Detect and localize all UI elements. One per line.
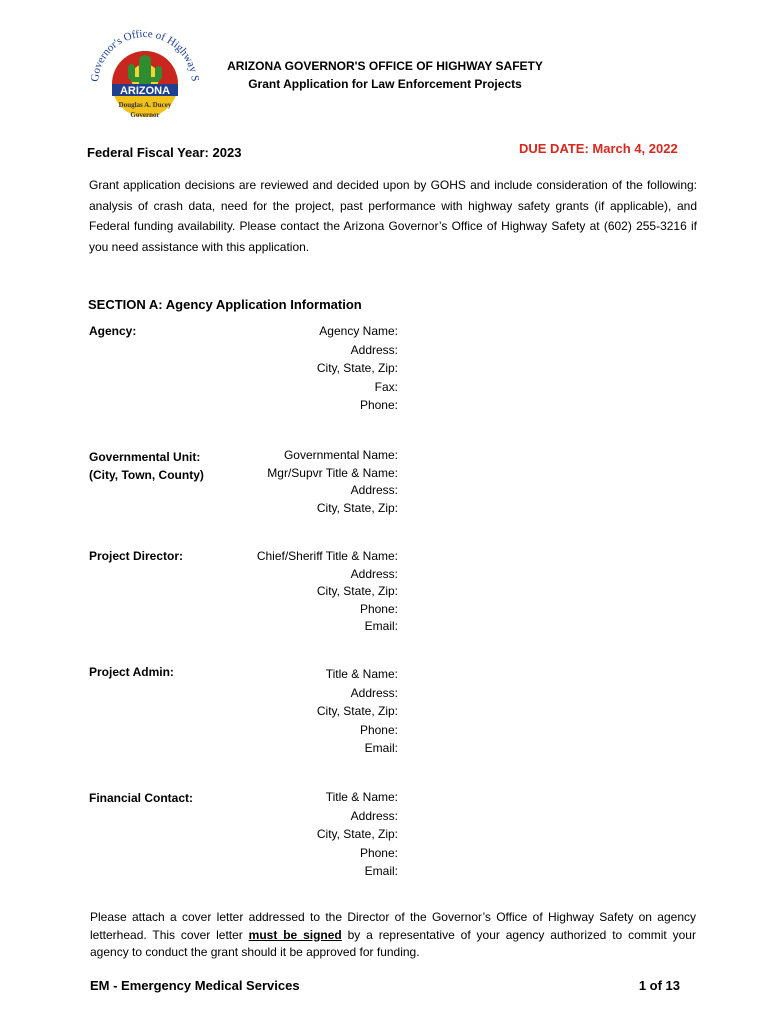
agency-fields bbox=[317, 322, 398, 415]
admin-title-name-field: Title & Name: bbox=[325, 667, 398, 681]
governmental-city-field: City, State, Zip: bbox=[316, 500, 398, 515]
agency-name-field: Agency Name: bbox=[319, 324, 398, 338]
governmental-name-field: Governmental Name: bbox=[283, 448, 398, 462]
admin-city-field: City, State, Zip: bbox=[316, 704, 398, 718]
chief-title-name-field: Chief/Sheriff Title & Name: bbox=[256, 549, 398, 563]
admin-email-field: Email: bbox=[364, 741, 398, 755]
admin-address-field: Address: bbox=[350, 685, 398, 700]
director-city-field: City, State, Zip: bbox=[316, 584, 398, 598]
director-email-field: Email: bbox=[364, 619, 398, 633]
project-director-fields bbox=[257, 548, 398, 636]
document-title: ARIZONA GOVERNOR'S OFFICE OF HIGHWAY SAFETY bbox=[227, 59, 543, 73]
financial-contact-fields bbox=[317, 788, 398, 881]
agency-address-field: Address: bbox=[350, 342, 398, 357]
director-address-field: Address: bbox=[350, 566, 398, 581]
page-number: 1 of 13 bbox=[638, 978, 680, 993]
project-admin-label: Project Admin: bbox=[89, 665, 174, 679]
due-date: DUE DATE: March 4, 2022 bbox=[519, 141, 678, 156]
section-a-title: SECTION A: Agency Application Information bbox=[88, 297, 362, 312]
admin-phone-field: Phone: bbox=[359, 722, 398, 737]
logo-state-text: ARIZONA bbox=[119, 85, 171, 97]
mgr-title-name-field: Mgr/Supvr Title & Name: bbox=[267, 465, 398, 480]
director-phone-field: Phone: bbox=[359, 601, 398, 616]
financial-address-field: Address: bbox=[350, 808, 398, 823]
governmental-unit-fields bbox=[267, 447, 398, 517]
logo-ring-text: Governor's Office of Highway S bbox=[88, 27, 201, 83]
intro-paragraph: Grant application decisions are reviewed and decided upon by GOHS and include consideration of the following: analysis of crash data, need for the project, past performance with highway safety grants (if applicable), and Federal funding availability. Please contact the Arizona Governor’s Office of Highway Safety at (602) 255-3216 if you need assistance with this application. bbox=[89, 178, 697, 254]
agency-phone-field: Phone: bbox=[359, 398, 398, 412]
financial-city-field: City, State, Zip: bbox=[316, 827, 398, 841]
financial-phone-field: Phone: bbox=[359, 845, 398, 860]
logo-governor-title: Governor bbox=[130, 111, 160, 119]
governmental-unit-label: Governmental Unit: (City, Town, County) bbox=[89, 450, 204, 482]
financial-contact-label: Financial Contact: bbox=[89, 791, 194, 805]
financial-title-name-field: Title & Name: bbox=[325, 790, 398, 804]
project-director-label: Project Director: bbox=[89, 549, 184, 563]
gohs-logo bbox=[84, 22, 206, 124]
agency-fax-field: Fax: bbox=[374, 379, 398, 394]
logo-governor-name: Douglas A. Ducey bbox=[118, 101, 172, 109]
footer-program: EM - Emergency Medical Services bbox=[90, 978, 300, 993]
governmental-address-field: Address: bbox=[350, 483, 398, 497]
document-subtitle: Grant Application for Law Enforcement Projects bbox=[248, 77, 522, 91]
cover-letter-instructions: Please attach a cover letter addressed to the Director of the Governor’s Office of Highway Safety on agency letterhead. This cover letter must be signed by a representative of your agency authorized to commit your agency to conduct the grant should it be approved for funding. bbox=[90, 910, 696, 959]
project-admin-fields bbox=[317, 665, 398, 758]
must-be-signed-emphasis: must be signed bbox=[248, 927, 342, 942]
financial-email-field: Email: bbox=[364, 864, 398, 878]
fiscal-year: Federal Fiscal Year: 2023 bbox=[87, 145, 242, 160]
agency-city-field: City, State, Zip: bbox=[316, 361, 398, 375]
agency-label: Agency: bbox=[89, 324, 137, 338]
